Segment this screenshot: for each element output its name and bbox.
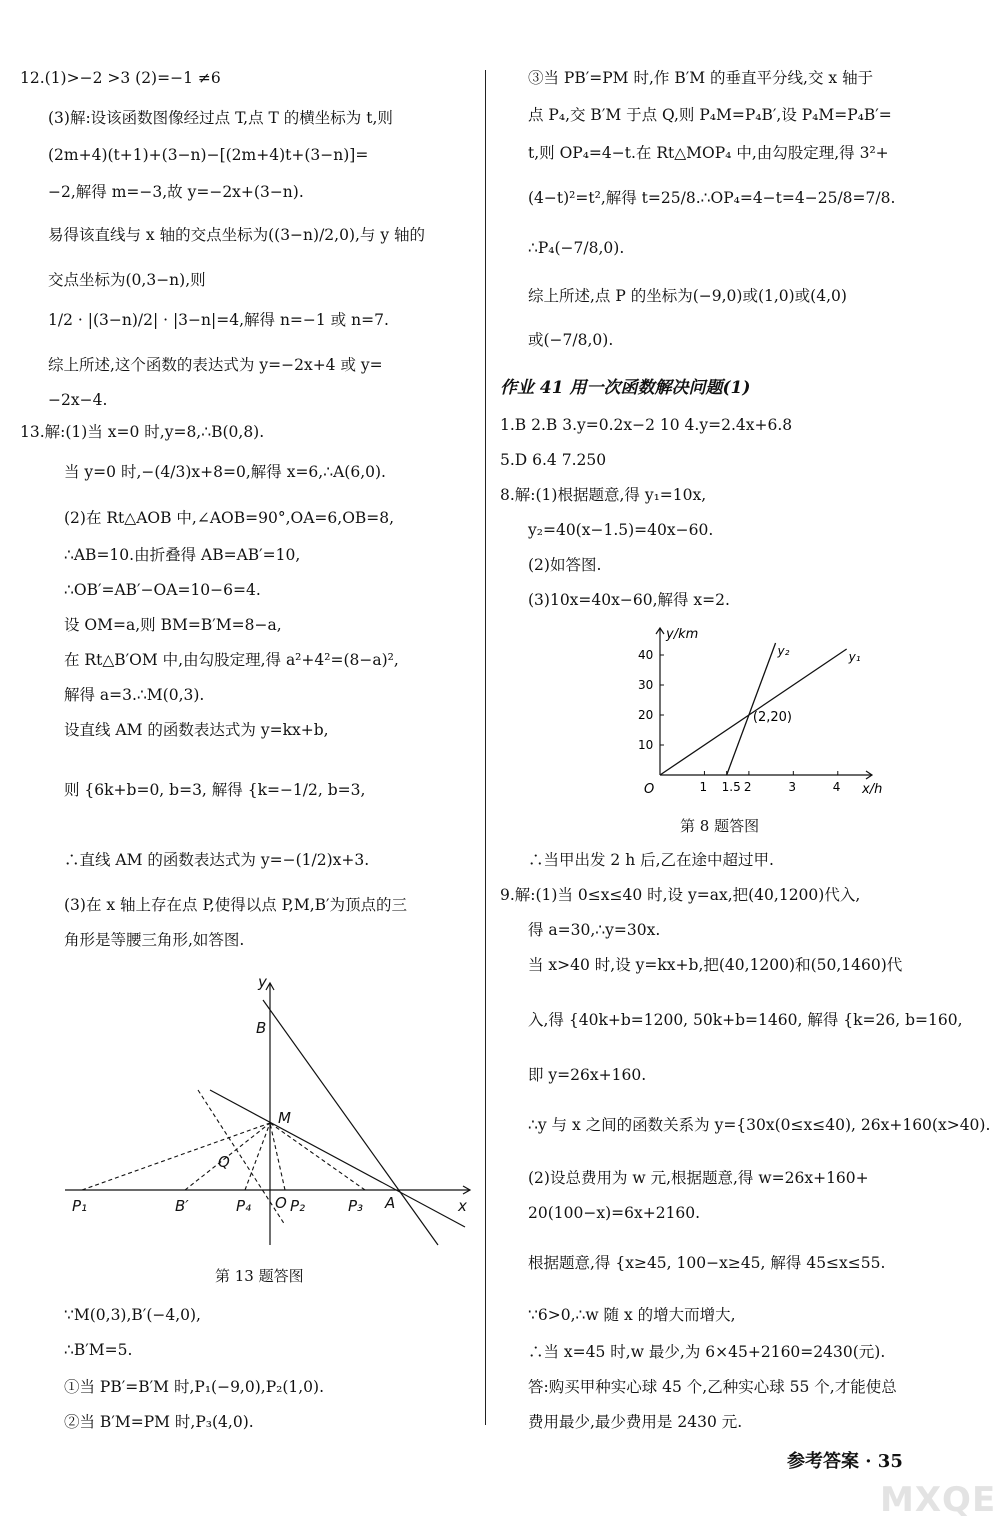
text-line: (4−t)²=t²,解得 t=25/8.∴OP₄=4−t=4−25/8=7/8. — [528, 189, 896, 207]
text-line: 1.B 2.B 3.y=0.2x−2 10 4.y=2.4x+6.8 — [500, 416, 793, 434]
text-line: (2)设总费用为 w 元,根据题意,得 w=26x+160+ — [528, 1169, 869, 1187]
fig13-label-y: y — [258, 973, 267, 991]
column-divider — [485, 70, 486, 1425]
text-line: ∴B′M=5. — [64, 1341, 133, 1359]
text-line: ∴AB=10.由折叠得 AB=AB′=10, — [64, 546, 301, 564]
dashed-p3m — [270, 1123, 365, 1190]
text-line: ①当 PB′=B′M 时,P₁(−9,0),P₂(1,0). — [64, 1378, 325, 1396]
text-line: 即 y=26x+160. — [528, 1066, 647, 1084]
text-line: 综上所述,这个函数的表达式为 y=−2x+4 或 y= — [48, 356, 383, 374]
y-tick-label: 20 — [638, 708, 654, 722]
text-line: 答:购买甲种实心球 45 个,乙种实心球 55 个,才能使总 — [528, 1378, 897, 1396]
text-line: (3)解:设该函数图像经过点 T,点 T 的横坐标为 t,则 — [48, 109, 393, 127]
text-line: ∵6>0,∴w 随 x 的增大而增大, — [528, 1306, 736, 1324]
text-line: ∴直线 AM 的函数表达式为 y=−(1/2)x+3. — [64, 851, 370, 869]
y-axis-label: y/km — [666, 627, 699, 642]
text-line: 或(−7/8,0). — [528, 331, 614, 349]
fig13-label-p2: P₂ — [290, 1197, 306, 1215]
text-line: 角形是等腰三角形,如答图. — [64, 931, 245, 949]
text-line: 解得 a=3.∴M(0,3). — [64, 686, 205, 704]
series-line-2 — [727, 643, 776, 775]
series-label-2: y₂ — [777, 644, 790, 658]
figure-13-caption: 第 13 题答图 — [215, 1267, 304, 1285]
text-line: 20(100−x)=6x+2160. — [528, 1204, 701, 1222]
text-line: 设直线 AM 的函数表达式为 y=kx+b, — [64, 721, 329, 739]
text-line: (2)如答图. — [528, 556, 602, 574]
text-line: 9.解:(1)当 0≤x≤40 时,设 y=ax,把(40,1200)代入, — [500, 886, 861, 904]
fig13-label-a: A — [385, 1194, 396, 1212]
text-line: 入,得 {40k+b=1200, 50k+b=1460, 解得 {k=26, b=160, — [528, 1011, 963, 1029]
text-line: 13.解:(1)当 x=0 时,y=8,∴B(0,8). — [20, 423, 265, 441]
fig13-label-b: B — [256, 1019, 267, 1037]
text-line: 费用最少,最少费用是 2430 元. — [528, 1413, 743, 1431]
text-line: 得 a=30,∴y=30x. — [528, 921, 661, 939]
text-line: y₂=40(x−1.5)=40x−60. — [528, 521, 714, 539]
text-line: (2)在 Rt△AOB 中,∠AOB=90°,OA=6,OB=8, — [64, 509, 395, 527]
figure-8-chart — [620, 625, 883, 805]
y-tick-label: 30 — [638, 678, 654, 692]
text-line: ∴P₄(−7/8,0). — [528, 239, 625, 257]
x-tick-label: 4 — [832, 780, 841, 794]
dashed-p2m — [270, 1123, 285, 1190]
text-line: ③当 PB′=PM 时,作 B′M 的垂直平分线,交 x 轴于 — [528, 69, 874, 87]
figure-8-caption: 第 8 题答图 — [680, 817, 760, 835]
text-line: (3)在 x 轴上存在点 P,使得以点 P,M,B′为顶点的三 — [64, 896, 408, 914]
y-tick-label: 10 — [638, 738, 654, 752]
x-tick-label: 3 — [788, 780, 796, 794]
text-line: −2x−4. — [48, 391, 108, 409]
text-line: 在 Rt△B′OM 中,由勾股定理,得 a²+4²=(8−a)², — [64, 651, 399, 669]
fig13-label-q: Q — [218, 1153, 230, 1171]
y-tick-label: 40 — [638, 648, 654, 662]
fig13-label-p4: P₄ — [236, 1197, 252, 1215]
text-line: ∵M(0,3),B′(−4,0), — [64, 1306, 201, 1324]
text-line: 12.(1)>−2 >3 (2)=−1 ≠6 — [20, 69, 221, 87]
text-line: 当 y=0 时,−(4/3)x+8=0,解得 x=6,∴A(6,0). — [64, 463, 386, 481]
text-line: −2,解得 m=−3,故 y=−2x+(3−n). — [48, 183, 304, 201]
figure-13-diagram — [20, 965, 472, 1255]
series-label-1: y₁ — [848, 650, 861, 664]
intersection-label: (2,20) — [752, 710, 792, 725]
text-line: 点 P₄,交 B′M 于点 Q,则 P₄M=P₄B′,设 P₄M=P₄B′= — [528, 106, 892, 124]
origin-label: O — [644, 782, 655, 797]
text-line: 当 x>40 时,设 y=kx+b,把(40,1200)和(50,1460)代 — [528, 956, 903, 974]
text-line: ∴OB′=AB′−OA=10−6=4. — [64, 581, 261, 599]
fig13-label-x: x — [458, 1197, 467, 1215]
text-line: 综上所述,点 P 的坐标为(−9,0)或(1,0)或(4,0) — [528, 287, 847, 305]
fig13-label-bprime: B′ — [175, 1197, 189, 1215]
dashed-p1m — [82, 1123, 270, 1190]
fig13-label-p3: P₃ — [348, 1197, 364, 1215]
watermark-logo: MXQE — [880, 1480, 996, 1520]
text-line: t,则 OP₄=4−t.在 Rt△MOP₄ 中,由勾股定理,得 3²+ — [528, 144, 889, 162]
text-line: 1/2 · |(3−n)/2| · |3−n|=4,解得 n=−1 或 n=7. — [48, 311, 389, 329]
text-line: 5.D 6.4 7.250 — [500, 451, 607, 469]
text-line: 则 {6k+b=0, b=3, 解得 {k=−1/2, b=3, — [64, 781, 366, 799]
text-line: 易得该直线与 x 轴的交点坐标为((3−n)/2,0),与 y 轴的 — [48, 226, 426, 244]
fig13-label-m: M — [278, 1109, 291, 1127]
text-line: 8.解:(1)根据题意,得 y₁=10x, — [500, 486, 707, 504]
text-line: 根据题意,得 {x≥45, 100−x≥45, 解得 45≤x≤55. — [528, 1254, 886, 1272]
section-heading: 作业 41 用一次函数解决问题(1) — [500, 378, 751, 398]
text-line: ②当 B′M=PM 时,P₃(4,0). — [64, 1413, 254, 1431]
page-footer: 参考答案 · 35 — [787, 1451, 903, 1472]
x-tick-label: 1.5 — [721, 780, 741, 794]
x-tick-label: 2 — [743, 780, 752, 794]
text-line: ∴当甲出发 2 h 后,乙在途中超过甲. — [528, 851, 774, 869]
text-line: 设 OM=a,则 BM=B′M=8−a, — [64, 616, 282, 634]
text-line: (2m+4)(t+1)+(3−n)−[(2m+4)t+(3−n)]= — [48, 146, 369, 164]
fig13-label-p1: P₁ — [72, 1197, 88, 1215]
fig13-label-o: O — [275, 1194, 287, 1212]
text-line: ∴y 与 x 之间的函数关系为 y={30x(0≤x≤40), 26x+160(x>40). — [528, 1116, 991, 1134]
x-tick-label: 1 — [699, 780, 708, 794]
x-axis-label: x/h — [862, 782, 883, 797]
text-line: (3)10x=40x−60,解得 x=2. — [528, 591, 730, 609]
text-line: ∴当 x=45 时,w 最少,为 6×45+2160=2430(元). — [528, 1343, 886, 1361]
text-line: 交点坐标为(0,3−n),则 — [48, 271, 206, 289]
